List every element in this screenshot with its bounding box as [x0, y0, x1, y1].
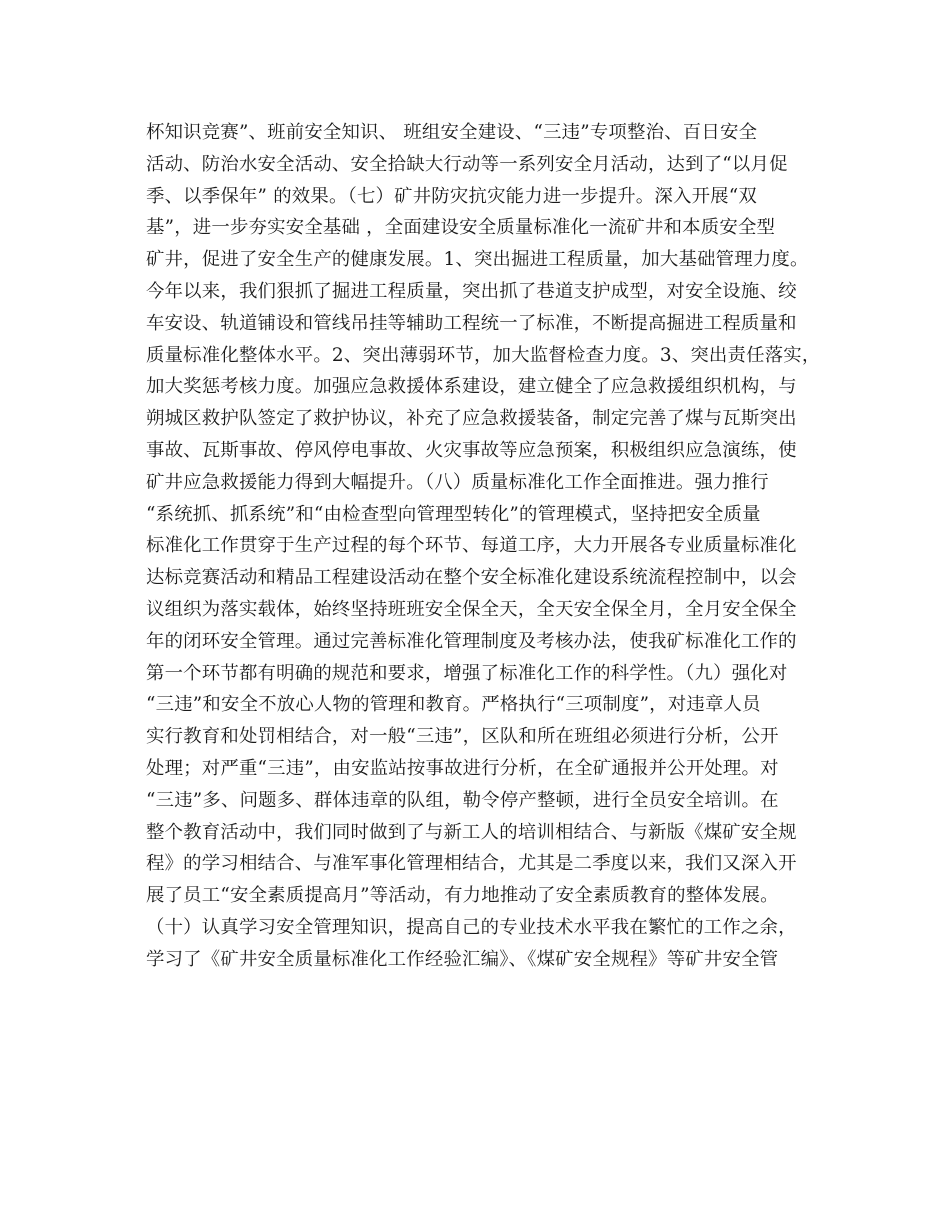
text-line: 实行教育和处罚相结合，对一般“三违”，区队和所在班组必须进行分析，公开	[146, 726, 779, 748]
text-line: 第一个环节都有明确的规范和要求，增强了标准化工作的科学性。（九）强化对	[146, 662, 788, 684]
text-line: 达标竞赛活动和精品工程建设活动在整个安全标准化建设系统流程控制中，以会	[146, 567, 797, 589]
text-line: 矿井，促进了安全生产的健康发展。1、突出掘进工程质量，加大基础管理力度。	[146, 249, 809, 271]
text-line: 今年以来，我们狠抓了掘进工程质量，突出抓了巷道支护成型，对安全设施、绞	[146, 280, 797, 302]
text-line: 标准化工作贯穿于生产过程的每个环节、每道工序，大力开展各专业质量标准化	[146, 535, 797, 557]
text-line: 处理；对严重“三违”，由安监站按事故进行分析，在全矿通报并公开处理。对	[146, 757, 779, 779]
text-line: “三违”多、问题多、群体违章的队组，勒令停产整顿，进行全员安全培训。在	[146, 789, 779, 811]
text-line: 加大奖惩考核力度。加强应急救援体系建设，建立健全了应急救援组织机构，与	[146, 376, 797, 398]
text-line: （十）认真学习安全管理知识，提高自己的专业技术水平我在繁忙的工作之余，	[146, 916, 797, 938]
text-line: 年的闭环安全管理。通过完善标准化管理制度及考核办法，使我矿标准化工作的	[146, 630, 797, 652]
text-line: 车安设、轨道铺设和管线吊挂等辅助工程统一了标准，不断提高掘进工程质量和	[146, 312, 797, 334]
text-line: 朔城区救护队签定了救护协议，补充了应急救援装备，制定完善了煤与瓦斯突出	[146, 408, 797, 430]
text-line: 季、以季保年” 的效果。（七）矿井防灾抗灾能力进一步提升。深入开展“双	[146, 185, 757, 207]
text-line: 质量标准化整体水平。2、突出薄弱环节，加大监督检查力度。3、突出责任落实，	[146, 344, 821, 366]
text-line: 整个教育活动中，我们同时做到了与新工人的培训相结合、与新版《煤矿安全规	[146, 821, 797, 843]
text-line: 矿井应急救援能力得到大幅提升。（八）质量标准化工作全面推进。强力推行	[146, 471, 769, 493]
text-line: “三违”和安全不放心人物的管理和教育。严格执行“三项制度”，对违章人员	[146, 694, 761, 716]
text-line: 杯知识竞赛”、班前安全知识、 班组安全建设、“三违”专项整治、百日安全	[146, 122, 758, 143]
text-line: 活动、防治水安全活动、安全拾缺大行动等一系列安全月活动，达到了“以月促	[146, 153, 788, 175]
text-line: 程》的学习相结合、与准军事化管理相结合，尤其是二季度以来，我们又深入开	[146, 853, 797, 875]
text-line: 议组织为落实载体，始终坚持班班安全保全天，全天安全保全月，全月安全保全	[146, 598, 797, 620]
text-line: “系统抓、抓系统”和“由检查型向管理型转化”的管理模式，坚持把安全质量	[146, 503, 761, 525]
text-line: 学习了《矿井安全质量标准化工作经验汇编》、《煤矿安全规程》等矿井安全管	[146, 948, 779, 970]
text-line: 基”，进一步夯实安全基础 ，全面建设安全质量标准化一流矿井和本质安全型	[146, 217, 776, 239]
text-line: 展了员工“安全素质提高月”等活动，有力地推动了安全素质教育的整体发展。	[146, 885, 779, 907]
body-text	[146, 117, 821, 976]
text-line: 事故、瓦斯事故、停风停电事故、火灾事故等应急预案，积极组织应急演练，使	[146, 439, 797, 461]
